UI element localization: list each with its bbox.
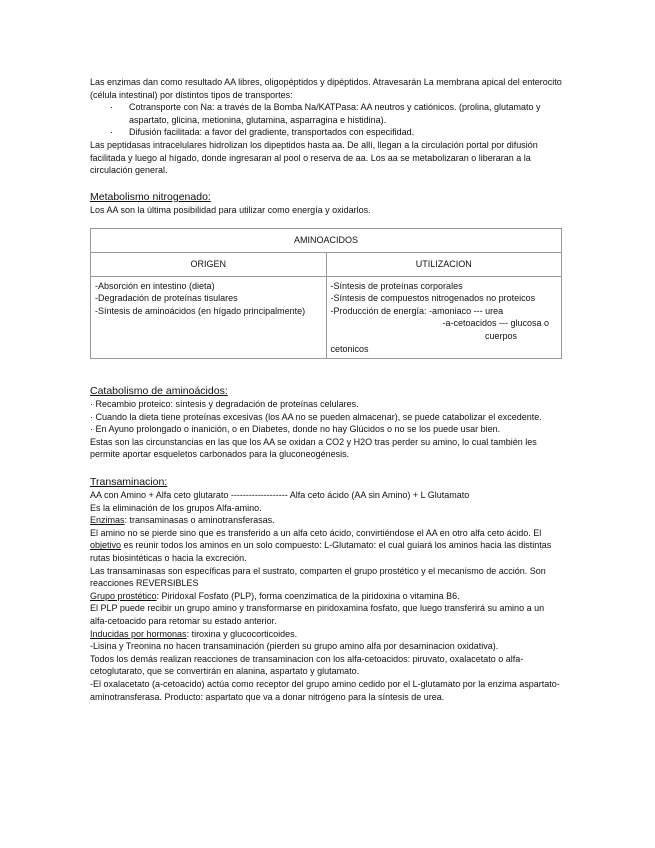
catabolismo-line: · Cuando la dieta tiene proteínas excesivas (los AA no se pueden almacenar), se puede catabolizar el excedente. [90, 411, 542, 422]
bullet-marker: · [110, 127, 113, 138]
enzimas-line [90, 514, 562, 527]
bullet-marker: · [110, 102, 113, 113]
table-cell-utilizacion [326, 276, 562, 359]
inducidas-line [90, 628, 562, 641]
table-title: AMINOACIDOS [91, 229, 562, 253]
objetivo-paragraph [90, 527, 562, 565]
enzimas-text: : transaminasas o aminotransferasas. [124, 515, 275, 526]
section-heading-catabolismo: Catabolismo de aminoácidos: [90, 385, 228, 398]
section-text: Los AA son la última posibilidad para utilizar como energía y oxidarlos. [90, 204, 371, 215]
cell-line: -Síntesis de proteínas corporales [330, 280, 463, 291]
reaction-line: AA con Amino + Alfa ceto glutarato ------------------- Alfa ceto ácido (AA sin Amino) + L Glutamato [90, 490, 470, 501]
bullet-text: Difusión facilitada: a favor del gradiente, transportados con especifidad. [129, 127, 415, 138]
grupo-prostetico-label: Grupo prostético [90, 590, 157, 601]
section-heading-metabolismo: Metabolismo nitrogenado: [90, 190, 211, 203]
bullet-item [90, 126, 562, 139]
cell-line: cetonicos [330, 343, 369, 354]
definition-line: Es la eliminación de los grupos Alfa-amino. [90, 502, 262, 513]
catabolismo-line: Estas son las circunstancias en las que los AA se oxidan a CO2 y H2O tras perder su amino, lo cual también les permite aportar esqueletos carbonados para la gluconeogénesis. [90, 436, 537, 460]
todos-paragraph: Todos los demás realizan reacciones de transaminacion con los alfa-cetoacidos: piruvato, oxalacetato o alfa-cetoglutarato, que se convertirán en alanina, aspartato y glutamato. [90, 653, 524, 677]
paragraph-text: El amino no se pierde sino que es transferido a un alfa ceto ácido, convirtiéndose el AA en otro alfa ceto ácido. El [90, 527, 542, 538]
grupo-prostetico-text: : Piridoxal Fosfato (PLP), forma coenzimatica de la piridoxina o vitamina B6. [156, 590, 460, 601]
paragraph-text: es reunir todos los aminos en un solo compuesto: L-Glutamato: el cual guiará los aminos hacia las distintas rutas biosintéticas o hacia la excreción. [90, 540, 552, 564]
cell-line: -Degradación de proteínas tisulares [95, 293, 238, 304]
section-heading-transaminacion: Transaminacion: [90, 476, 168, 489]
cell-line: cuerpos [484, 330, 517, 341]
intro-paragraph: Las enzimas dan como resultado AA libres, oligopéptidos y dipéptidos. Atravesarán La membrana apical del enterocito (célula intestinal) por distintos tipos de transportes: [90, 77, 562, 100]
inducidas-text: : tiroxina y glucocorticoides. [186, 628, 298, 639]
inducidas-label: Inducidas por hormonas [90, 628, 187, 639]
oxalacetato-paragraph: -El oxalacetato (a-cetoacido) actúa como receptor del grupo amino cedido por el L-glutamato por la enzima aspartato-aminotransferasa. Producto: aspartato que va a donar nitrógeno para la síntesis de urea. [90, 678, 560, 702]
cell-line: -Síntesis de aminoácidos (en hígado principalmente) [95, 305, 306, 316]
table-header-utilizacion: UTILIZACION [326, 252, 562, 276]
plp-paragraph: El PLP puede recibir un grupo amino y transformarse en piridoxamina fosfato, que luego transferirá su amino a un alfa-cetoacido para retomar su estado anterior. [90, 603, 545, 626]
bullet-text: Cotransporte con Na: a través de la Bomba Na/KATPasa: AA neutros y catiónicos. (prolina, glutamato y aspartato, glicina, metionina, glutamina, asparragina e histidina). [129, 102, 541, 125]
cell-line: -Producción de energía: -amoniaco --- urea [330, 305, 504, 316]
cell-line: -a-cetoacidos --- glucosa o [442, 318, 549, 329]
cell-line: -Absorción en intestino (dieta) [95, 280, 215, 291]
document-page [90, 76, 562, 703]
cell-line: -Síntesis de compuestos nitrogenados no proteicos [330, 293, 536, 304]
table-cell-origen [91, 276, 327, 359]
aminoacidos-table [90, 228, 562, 359]
enzimas-label: Enzimas [90, 515, 125, 526]
lisina-paragraph: -Lisina y Treonina no hacen transaminación (pierden su grupo amino alfa por desaminacion oxidativa). [90, 641, 499, 652]
outro-paragraph: Las peptidasas intracelulares hidrolizan los dipeptidos hasta aa. De allí, llegan a la circulación portal por difusión facilitada y luego al hígado, donde ingresaran al pool o reserva de aa. Los aa se metabolizaran o liberaran a la circulación general. [90, 139, 538, 176]
especificidad-paragraph: Las transaminasas son específicas para el sustrato, comparten el grupo prostético y el mecanismo de acción. Son reacciones REVERSIBLES [90, 565, 546, 589]
grupo-prostetico-line [90, 590, 562, 603]
table-header-origen: ORIGEN [91, 252, 327, 276]
catabolismo-line: · Recambio proteico: síntesis y degradación de proteínas celulares. [90, 399, 359, 410]
bullet-item [90, 101, 562, 126]
catabolismo-line: · En Ayuno prolongado o inanición, o en Diabetes, donde no hay Glúcidos o no se los puede usar bien. [90, 424, 501, 435]
objetivo-label: objetivo [90, 540, 122, 551]
